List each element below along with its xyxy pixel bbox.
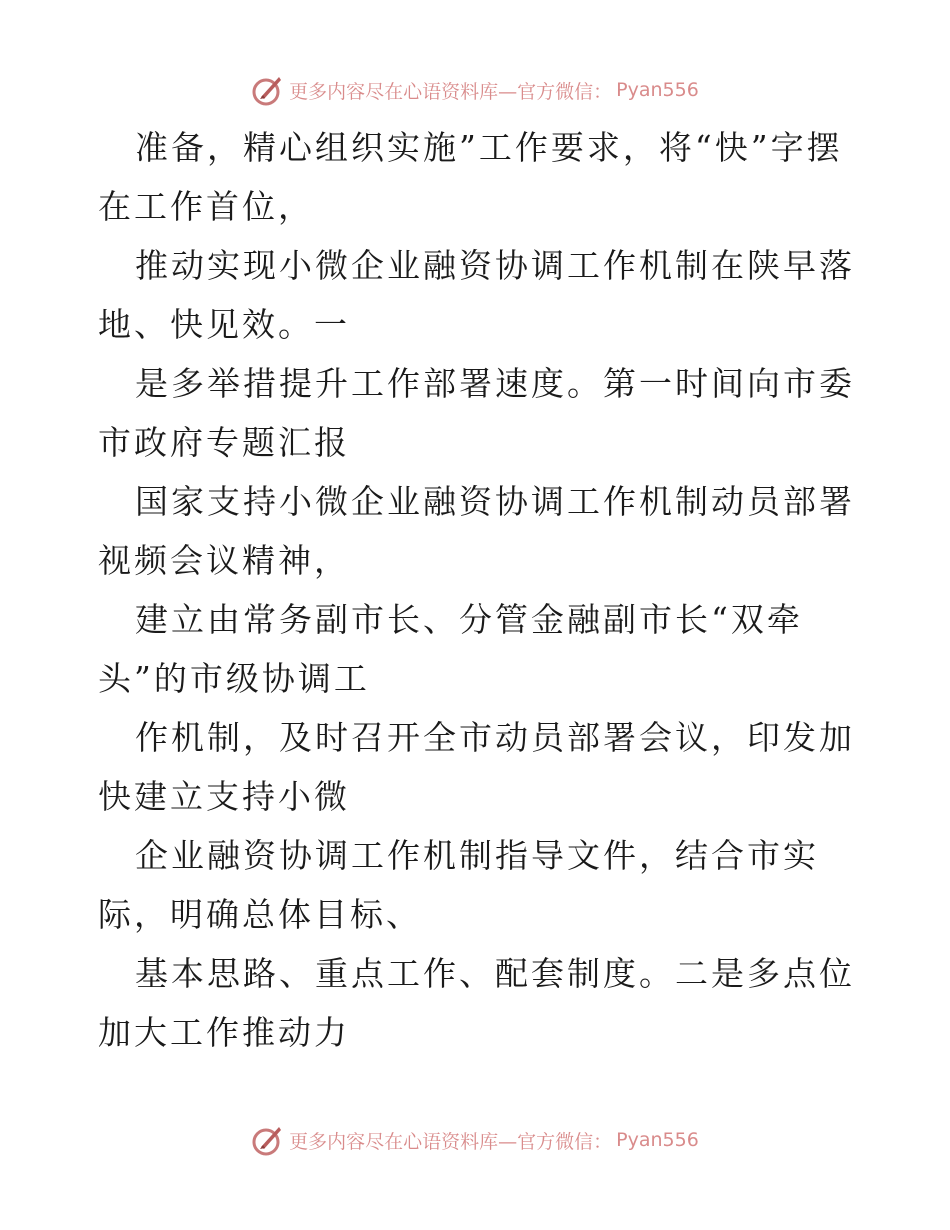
paragraph: 作机制，及时召开全市动员部署会议，印发加快建立支持小微 (98, 718, 855, 816)
paragraph: 推动实现小微企业融资协调工作机制在陕早落地、快见效。一 (98, 246, 855, 344)
paragraph: 是多举措提升工作部署速度。第一时间向市委市政府专题汇报 (98, 364, 855, 462)
paragraph: 准备，精心组织实施”工作要求，将“快”字摆在工作首位， (98, 128, 843, 226)
watermark-handle: Pyan556 (616, 79, 699, 101)
paragraph: 基本思路、重点工作、配套制度。二是多点位加大工作推动力 (98, 954, 855, 1052)
quill-logo-icon (251, 1123, 285, 1157)
watermark-text: 更多内容尽在心语资料库—官方微信： (289, 80, 613, 103)
paragraph: 企业融资协调工作机制指导文件，结合市实际，明确总体目标、 (98, 836, 819, 934)
paragraph: 建立由常务副市长、分管金融副市长“双牵头”的市级协调工 (98, 600, 803, 698)
quill-logo-icon (251, 73, 285, 107)
header-watermark (0, 70, 950, 110)
document-body (98, 118, 858, 1062)
watermark-text: 更多内容尽在心语资料库—官方微信： (289, 1130, 613, 1153)
paragraph: 国家支持小微企业融资协调工作机制动员部署视频会议精神， (98, 482, 855, 580)
watermark-handle: Pyan556 (616, 1129, 699, 1151)
footer-watermark (0, 1120, 950, 1160)
